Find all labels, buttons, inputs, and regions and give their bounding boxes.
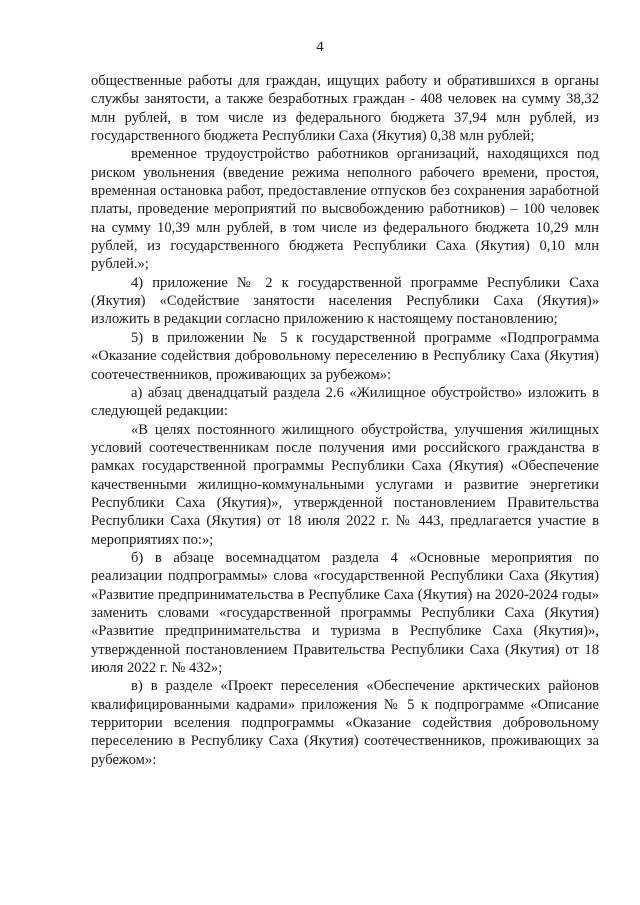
paragraph-public-works: общественные работы для граждан, ищущих работу и обратившихся в органы службы занятости, а также безработных граждан - 408 человек на сумму 38,32 млн рублей, в том числе из федерального бюджета 37,94 млн рублей, из государственного бюджета Республики Саха (Якутия) 0,38 млн рублей; xyxy=(91,73,599,145)
paragraph-item-4: 4) приложение № 2 к государственной программе Республики Саха (Якутия) «Содействие занятости населения Республики Саха (Якутия)» изложить в редакции согласно приложению к настоящему постановлению; xyxy=(91,274,599,328)
document-body xyxy=(91,72,599,769)
paragraph-housing-quote: «В целях постоянного жилищного обустройства, улучшения жилищных условий соотечественникам после получения ими российского гражданства в рамках государственной программы Республики Саха (Якутия) «Обеспечение качественными жилищно-коммунальными услугами и развитие энергетики Республики Саха (Якутия)», утвержденной постановлением Правительства Республики Саха (Якутия) от 18 июля 2022 г. № 443, предлагается участие в мероприятиях по:»; xyxy=(91,421,599,548)
paragraph-temporary-employment: временное трудоустройство работников организаций, находящихся под риском увольнения (введение режима неполного рабочего времени, простоя, временная остановка работ, предоставление отпусков без сохранения заработной платы, проведение мероприятий по высвобождению работников) – 100 человек на сумму 10,39 млн рублей, в том числе из федерального бюджета 10,29 млн рублей, из государственного бюджета Республики Саха (Якутия) 0,10 млн рублей.»; xyxy=(91,146,599,273)
paragraph-item-5: 5) в приложении № 5 к государственной программе «Подпрограмма «Оказание содействия добровольному переселению в Республику Саха (Якутия) соотечественников, проживающих за рубежом»: xyxy=(91,329,599,383)
page-number: 4 xyxy=(316,39,324,55)
paragraph-item-5v: в) в разделе «Проект переселения «Обеспечение арктических районов квалифицированными кадрами» приложения № 5 к подпрограмме «Описание территории вселения подпрограммы «Оказание содействия добровольному переселению в Республику Саха (Якутия) соотечественников, проживающих за рубежом»: xyxy=(91,678,599,768)
paragraph-item-5a: а) абзац двенадцатый раздела 2.6 «Жилищное обустройство» изложить в следующей редакции: xyxy=(91,384,599,420)
paragraph-item-5b: б) в абзаце восемнадцатом раздела 4 «Основные мероприятия по реализации подпрограммы» слова «государственной Республики Саха (Якутия) «Развитие предпринимательства в Республике Саха (Якутия) на 2020-2024 годы» заменить словами «государственной программы Республики Саха (Якутия) «Развитие предпринимательства и туризма в Республике Саха (Якутия)», утвержденной постановлением Правительства Республики Саха (Якутия) от 18 июля 2022 г. № 432»; xyxy=(91,549,599,676)
